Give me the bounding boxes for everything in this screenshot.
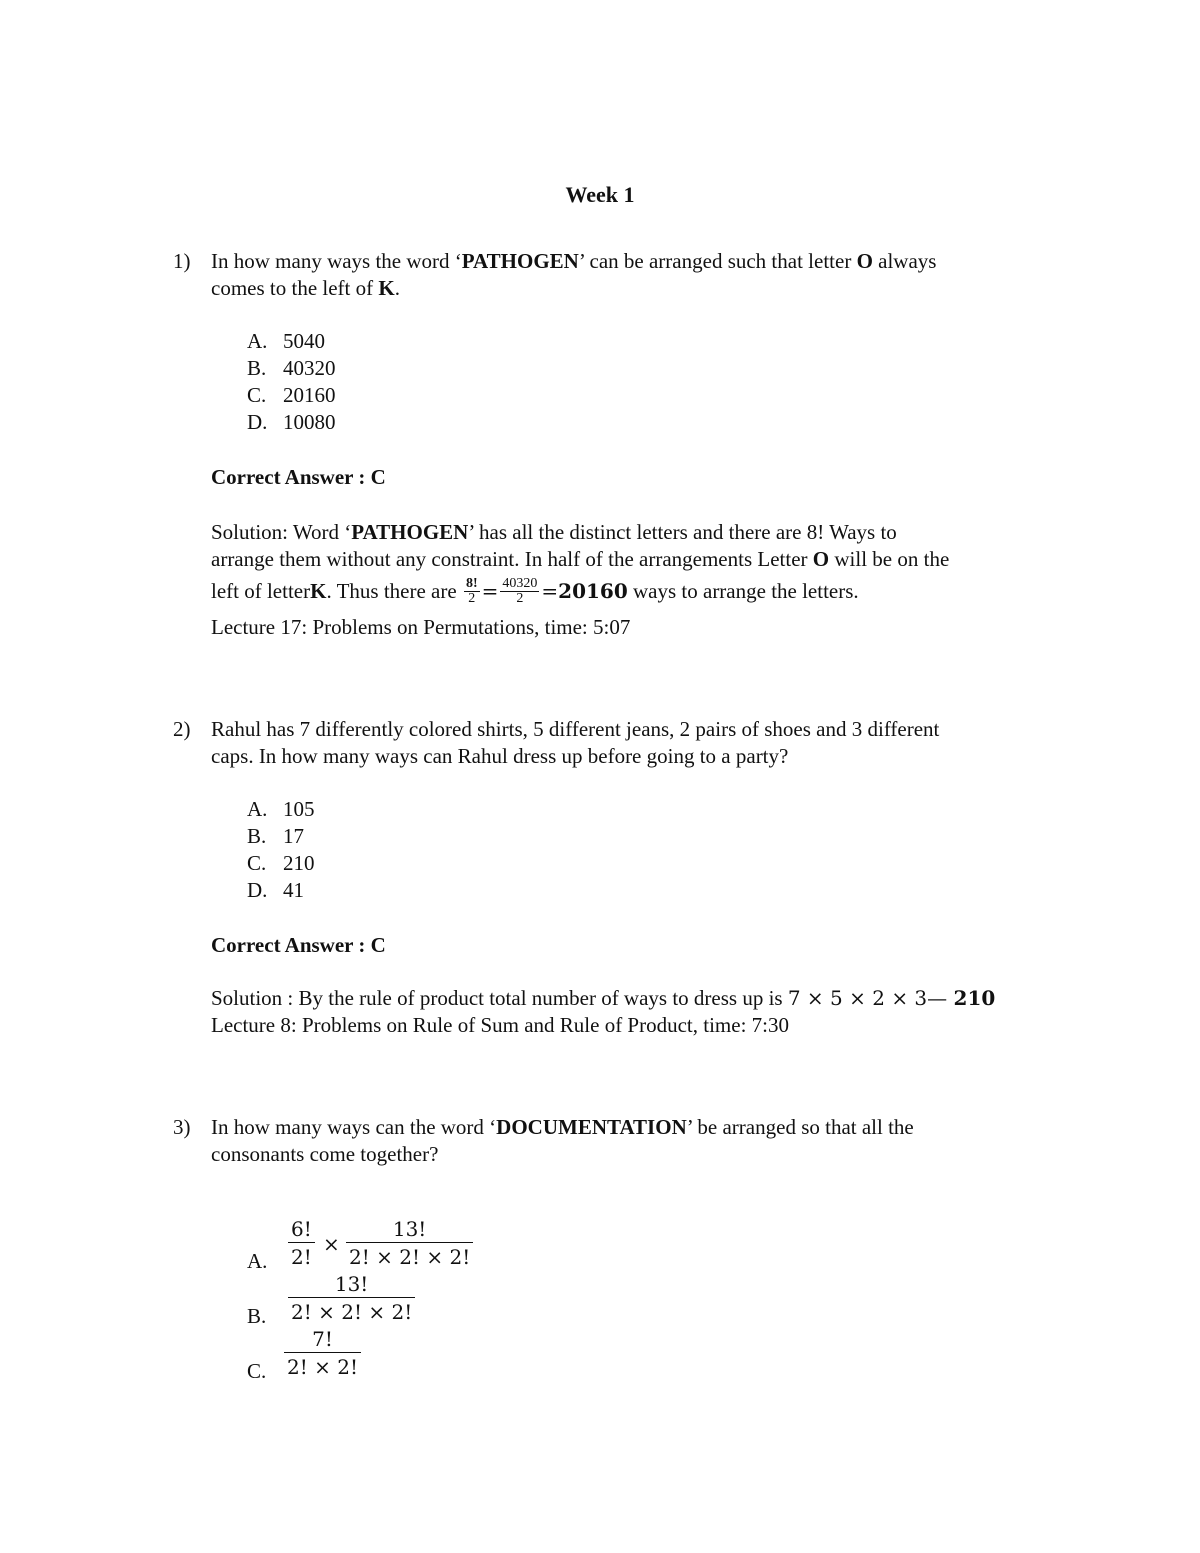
- q1-text: always: [872, 249, 937, 273]
- q1-text: In how many ways the word ‘: [211, 249, 462, 273]
- question-3-line-1: [211, 1114, 914, 1141]
- q1-solution-text: Solution: Word ‘: [211, 520, 352, 544]
- question-2-line-1: Rahul has 7 differently colored shirts, 5 different jeans, 2 pairs of shoes and 3 different: [211, 717, 940, 741]
- q3-option-a-fraction-1: [288, 1216, 315, 1270]
- page-title: Week 1: [565, 182, 635, 207]
- q1-solution-letter-k: K: [310, 579, 327, 603]
- q1-option-d: [247, 409, 336, 436]
- q2-solution-expression: 7 × 5 × 2 × 3—: [787, 986, 954, 1010]
- fraction-numerator: 40320: [502, 576, 538, 591]
- q1-letter-o: O: [856, 249, 873, 273]
- q1-solution-line-1: [211, 519, 897, 546]
- option-value: 10080: [283, 410, 336, 434]
- question-2-line-2: caps. In how many ways can Rahul dress up before going to a party?: [211, 744, 789, 768]
- q1-text: comes to the left of: [211, 276, 379, 300]
- fraction-numerator: 13!: [392, 1217, 427, 1241]
- q1-solution-line-3: [211, 577, 859, 606]
- q1-solution-text: will be on the: [829, 547, 950, 571]
- question-1-line-2: [211, 275, 400, 302]
- fraction-8-factorial-over-2: [464, 577, 480, 606]
- fraction-numerator: 7!: [312, 1327, 333, 1351]
- fraction-40320-over-2: [500, 577, 539, 606]
- q2-option-b: [247, 823, 304, 850]
- question-2-number: 2): [173, 717, 191, 741]
- q3-option-a-fraction-2: [346, 1216, 473, 1270]
- fraction-denominator: 2! × 2! × 2!: [346, 1242, 473, 1270]
- q1-text: .: [394, 276, 400, 300]
- equals-sign: =: [481, 579, 499, 603]
- q1-letter-k: K: [378, 276, 395, 300]
- q2-solution-text: Solution : By the rule of product total number of ways to dress up is: [211, 986, 788, 1010]
- q2-correct-answer: [211, 932, 386, 959]
- fraction-numerator: 6!: [291, 1217, 312, 1241]
- correct-answer-value: C: [370, 933, 386, 957]
- fraction-numerator: 13!: [334, 1272, 369, 1296]
- q1-correct-answer: [211, 464, 386, 491]
- q2-option-c: [247, 850, 315, 877]
- times-sign: ×: [323, 1232, 340, 1256]
- q1-solution-letter-o: O: [812, 547, 830, 571]
- q1-option-c: [247, 382, 336, 409]
- fraction-denominator: 2! × 2!: [284, 1352, 361, 1380]
- correct-answer-label: Correct Answer :: [211, 933, 371, 957]
- option-value: 105: [283, 797, 315, 821]
- option-value: 5040: [283, 329, 325, 353]
- q3-option-c-fraction: [284, 1326, 361, 1380]
- equals-sign: =: [541, 579, 559, 603]
- q1-result: 20160: [558, 579, 628, 603]
- q2-solution: [211, 985, 995, 1012]
- option-value: 20160: [283, 383, 336, 407]
- q1-text: ’ can be arranged such that letter: [578, 249, 857, 273]
- question-3-number: 3): [173, 1115, 191, 1139]
- q2-option-d: [247, 877, 304, 904]
- question-1-line-1: [211, 248, 936, 275]
- q3-word: DOCUMENTATION: [496, 1115, 687, 1139]
- q1-solution-text: . Thus there are: [326, 579, 462, 603]
- q1-solution-text: ’ has all the distinct letters and there are 8! Ways to: [468, 520, 897, 544]
- q1-solution-text: left of letter: [211, 579, 311, 603]
- option-value: 210: [283, 851, 315, 875]
- q3-option-c-label: C.: [247, 1359, 267, 1383]
- question-1-number: 1): [173, 249, 191, 273]
- q1-solution-line-2: [211, 546, 949, 573]
- option-label: C.: [247, 851, 267, 875]
- q3-text: ’ be arranged so that all the: [686, 1115, 914, 1139]
- q1-option-a: [247, 328, 325, 355]
- q1-option-b: [247, 355, 336, 382]
- fraction-denominator: 2! × 2! × 2!: [288, 1297, 415, 1325]
- correct-answer-label: Correct Answer :: [211, 465, 371, 489]
- q3-option-a-label: A.: [247, 1249, 268, 1273]
- q3-option-b-label: B.: [247, 1304, 267, 1328]
- q1-solution-word: PATHOGEN: [351, 520, 469, 544]
- option-label: D.: [247, 410, 268, 434]
- option-label: B.: [247, 824, 267, 848]
- fraction-denominator: 2: [516, 591, 524, 606]
- option-label: D.: [247, 878, 268, 902]
- question-3-line-2: consonants come together?: [211, 1142, 439, 1166]
- q1-solution-text: ways to arrange the letters.: [627, 579, 859, 603]
- q1-lecture-reference: Lecture 17: Problems on Permutations, time: 5:07: [211, 615, 631, 639]
- fraction-denominator: 2!: [288, 1242, 315, 1270]
- q1-solution-text: arrange them without any constraint. In half of the arrangements Letter: [211, 547, 813, 571]
- q3-option-b-fraction: [288, 1271, 415, 1325]
- q1-word: PATHOGEN: [461, 249, 579, 273]
- correct-answer-value: C: [370, 465, 386, 489]
- option-label: C.: [247, 383, 267, 407]
- q2-result: 210: [953, 986, 996, 1010]
- option-label: B.: [247, 356, 267, 380]
- q2-option-a: [247, 796, 315, 823]
- option-label: A.: [247, 329, 268, 353]
- option-value: 40320: [283, 356, 336, 380]
- fraction-numerator: 8!: [465, 576, 478, 591]
- option-value: 41: [283, 878, 304, 902]
- q2-lecture-reference: Lecture 8: Problems on Rule of Sum and Rule of Product, time: 7:30: [211, 1013, 790, 1037]
- fraction-denominator: 2: [468, 591, 476, 606]
- option-value: 17: [283, 824, 304, 848]
- option-label: A.: [247, 797, 268, 821]
- q3-text: In how many ways can the word ‘: [211, 1115, 497, 1139]
